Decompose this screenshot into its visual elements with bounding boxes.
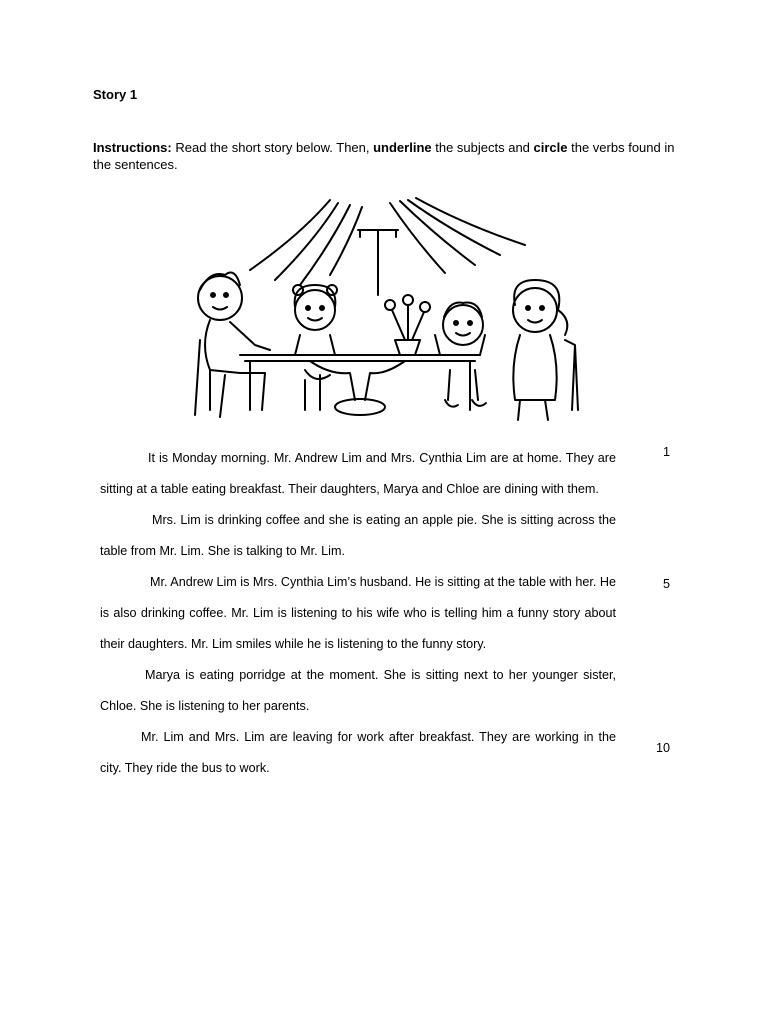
- mother-figure: [513, 280, 578, 420]
- story-title: Story 1: [93, 87, 138, 102]
- story-paragraph: Mr. Lim and Mrs. Lim are leaving for work after breakfast. They are working in the city. They ride the bus to work.: [100, 730, 616, 775]
- instructions-text-2: the subjects and: [431, 140, 534, 155]
- instructions-text-3: the verbs found in the sentences.: [93, 140, 675, 172]
- line-number: 10: [655, 741, 670, 755]
- instructions-underline-word: underline: [373, 140, 432, 155]
- story-paragraph: Marya is eating porridge at the moment. She is sitting next to her younger sister, Chloe. She is listening to her parents.: [100, 668, 616, 713]
- line-number: 1: [662, 445, 670, 459]
- family-breakfast-illustration: [180, 195, 590, 425]
- instructions: [93, 139, 693, 173]
- table: [240, 355, 480, 415]
- curtain-lines: [250, 198, 525, 285]
- story-paragraph: It is Monday morning. Mr. Andrew Lim and Mrs. Cynthia Lim are at home. They are sitting at a table eating breakfast. Their daughters, Marya and Chloe are dining with them.: [100, 451, 616, 496]
- father-figure: [195, 273, 270, 417]
- line-number: 5: [662, 577, 670, 591]
- window-frame: [358, 230, 398, 295]
- story-paragraph: Mrs. Lim is drinking coffee and she is eating an apple pie. She is sitting across the table from Mr. Lim. She is talking to Mr. Lim.: [100, 513, 616, 558]
- story-paragraph: Mr. Andrew Lim is Mrs. Cynthia Lim’s husband. He is sitting at the table with her. He is also drinking coffee. Mr. Lim is listening to his wife who is telling him a funny story about their daughters. Mr. Lim smiles while he is listening to the funny story.: [100, 575, 616, 651]
- flower-vase: [385, 295, 430, 355]
- instructions-label: Instructions:: [93, 140, 172, 155]
- girl-figure: [293, 285, 337, 410]
- story-text: [100, 443, 616, 784]
- instructions-circle-word: circle: [533, 140, 568, 155]
- instructions-text-1: Read the short story below. Then,: [171, 140, 374, 155]
